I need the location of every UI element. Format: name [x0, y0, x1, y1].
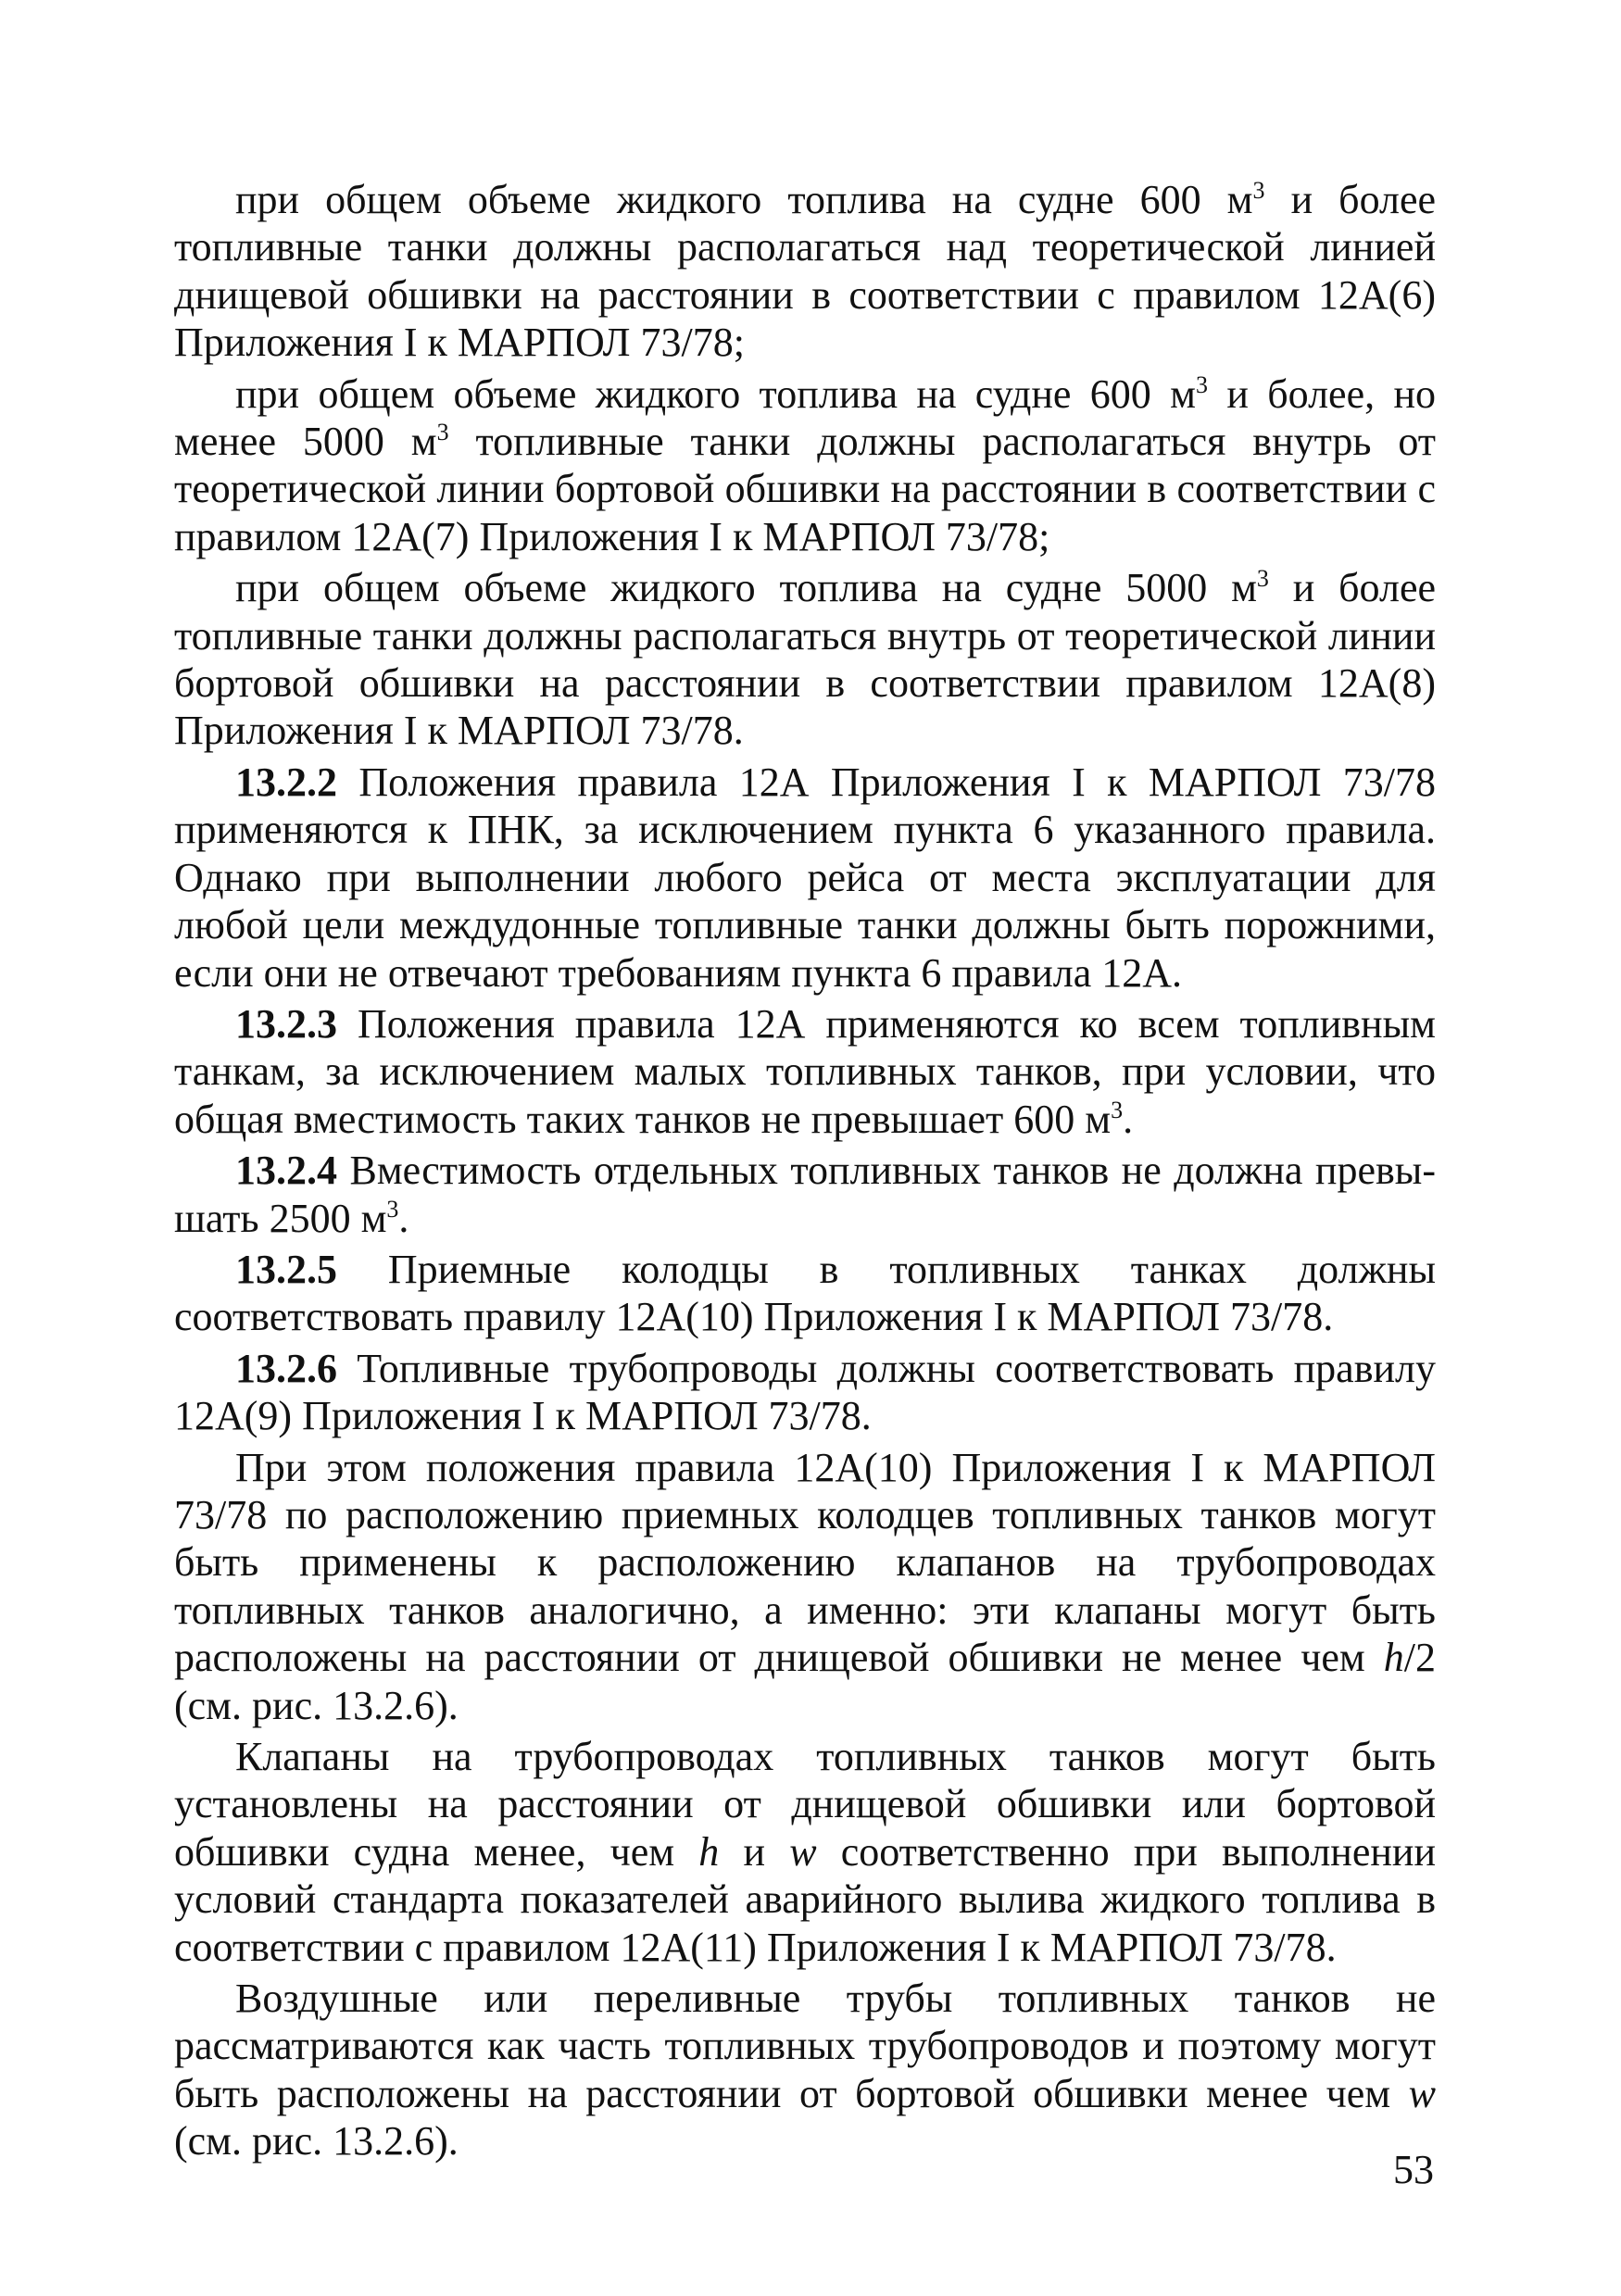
paragraph-text: Воздушные или переливные трубы топливных танков не рассматриваются как часть топливных трубопроводов и поэтому могут быть расположены на расстоянии от бортовой обшивки менее чем — [174, 1976, 1436, 2116]
paragraph-number: 13.2.6 — [235, 1345, 337, 1391]
paragraph-text: при общем объеме жидкого топлива на судне 600 м — [235, 177, 1253, 222]
italic-symbol: h — [1383, 1635, 1404, 1681]
italic-symbol: h — [698, 1828, 720, 1875]
numbered-paragraph — [174, 1345, 1436, 1440]
paragraph-text: при общем объеме жидкого топлива на судне 5000 м — [235, 565, 1257, 611]
paragraph-text: Вместимость отдельных топливных танков не должна превышать 2500 м — [174, 1148, 1436, 1241]
paragraph-text: Приемные колодцы в топливных танках должны соответствовать правилу 12А(10) Приложения I к МАРПОЛ 73/78. — [174, 1246, 1436, 1340]
paragraph — [174, 1444, 1436, 1729]
page-number: 53 — [1393, 2147, 1434, 2192]
numbered-paragraph — [174, 1246, 1436, 1341]
paragraph-text: (см. рис. 13.2.6). — [174, 2118, 459, 2164]
paragraph-text: Положения правила 12А Приложения I к МАРПОЛ 73/78 применяются к ПНК, за исключением пункта 6 указанного правила. Однако при выполнении любого рейса от места эксплуатации для любой цели междудонные топливные танки должны быть порожними, если они не отвечают требованиям пункта 6 правила 12А. — [174, 759, 1436, 996]
superscript: 3 — [1111, 1096, 1124, 1123]
paragraph-number: 13.2.3 — [235, 1000, 337, 1047]
paragraph — [174, 176, 1436, 367]
paragraph-number: 13.2.2 — [235, 759, 337, 805]
superscript: 3 — [386, 1195, 399, 1223]
paragraph-text: Клапаны на трубопроводах топливных танков могут быть установлены на расстоянии от днищевой обшивки или бортовой обшивки судна менее, чем — [174, 1734, 1436, 1875]
paragraph-number: 13.2.5 — [235, 1246, 337, 1292]
superscript: 3 — [1256, 565, 1269, 593]
paragraph-text: и более топливные танки должны располагаться над теоретической линией днищевой обшивки на расстоянии в соответствии с правилом 12А(6) Приложения I к МАРПОЛ 73/78; — [174, 177, 1437, 366]
paragraph-text: топливные танки должны располагаться внутрь от теоретической линии бортовой обшивки на расстоянии в соответствии с правилом 12А(7) Приложения I к МАРПОЛ 73/78; — [174, 419, 1436, 559]
paragraph-text: /2 (см. рис. 13.2.6). — [174, 1635, 1436, 1728]
superscript: 3 — [1196, 370, 1208, 398]
paragraph-text: и — [719, 1828, 790, 1875]
paragraph-text: . — [398, 1195, 409, 1241]
italic-symbol: w — [789, 1828, 817, 1875]
paragraph-text: Положения правила 12А применяются ко всем топливным танкам, за исключением малых топливных танков, при условии, что общая вместимость таких танков не превышает 600 м — [174, 1000, 1436, 1142]
paragraph-text: при общем объеме жидкого топлива на судне 600 м — [235, 370, 1196, 417]
paragraph-text: соответственно при выполнении условий стандарта показателей аварийного вылива жидкого топлива в соответствии с правилом 12А(11) Приложения I к МАРПОЛ 73/78. — [174, 1828, 1437, 1970]
paragraph-text: При этом положения правила 12А(10) Приложения I к МАРПОЛ 73/78 по расположению приемных колодцев топливных танков могут быть применены к расположению клапанов на трубопроводах топливных танков аналогично, а именно: эти клапаны могут быть расположены на расстоянии от днищевой обшивки не менее чем — [174, 1444, 1436, 1681]
document-body — [174, 176, 1436, 2169]
paragraph — [174, 1975, 1436, 2165]
paragraph-number: 13.2.4 — [235, 1148, 337, 1194]
paragraph-text: Топливные трубопроводы должны соответствовать правилу 12А(9) Приложения I к МАРПОЛ 73/78. — [174, 1345, 1436, 1439]
italic-symbol: w — [1408, 2070, 1436, 2116]
paragraph — [174, 1733, 1436, 1971]
numbered-paragraph — [174, 1000, 1436, 1143]
paragraph-text: . — [1123, 1096, 1134, 1142]
superscript: 3 — [436, 419, 449, 446]
numbered-paragraph — [174, 759, 1436, 997]
superscript: 3 — [1252, 177, 1265, 204]
paragraph — [174, 564, 1436, 755]
paragraph-text: и более, но менее 5000 м — [174, 370, 1437, 465]
numbered-paragraph — [174, 1147, 1436, 1242]
paragraph — [174, 370, 1436, 561]
paragraph-text: и более топливные танки должны располагаться внутрь от теоретической линии бортовой обшивки на расстоянии в соответствии правилом 12А(8) Приложения I к МАРПОЛ 73/78. — [174, 565, 1436, 754]
